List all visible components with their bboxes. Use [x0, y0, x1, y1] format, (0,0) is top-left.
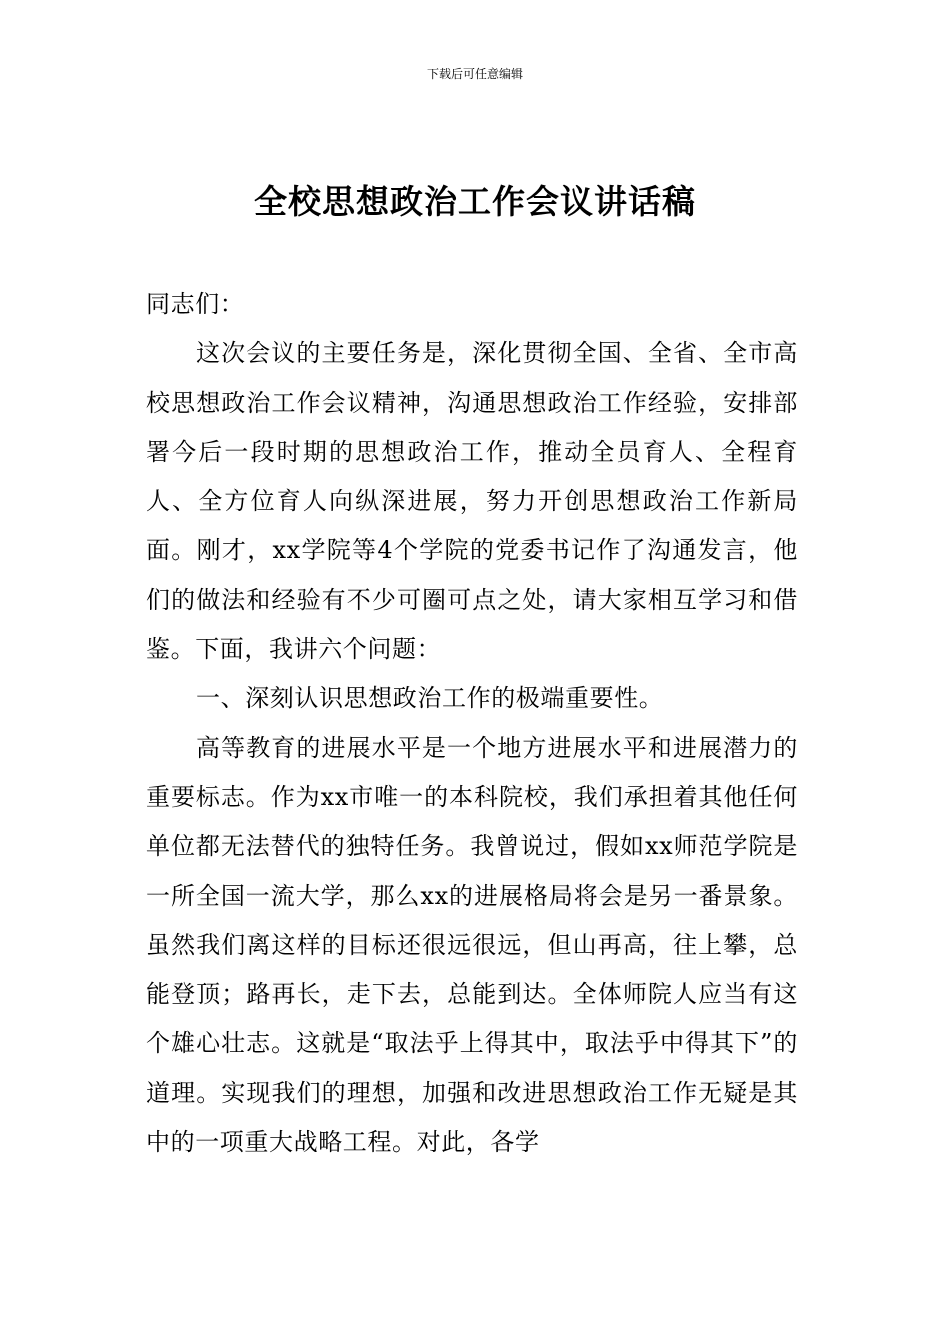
- document-body: [146, 280, 798, 1167]
- salutation: 同志们：: [146, 290, 245, 318]
- header-note: 下载后可任意编辑: [426, 67, 523, 81]
- section-heading-one: 一、深刻认识思想政治工作的极端重要性。: [196, 684, 664, 713]
- document-title: 全校思想政治工作会议讲话稿: [254, 182, 696, 221]
- paragraph-intro: 这次会议的主要任务是，深化贯彻全国、全省、全市高校思想政治工作会议精神，沟通思想政治工作经验，安排部署今后一段时期的思想政治工作，推动全员育人、全程育人、全方位育人向纵深进展，努力开创思想政治工作新局面。刚才，xx学院等4个学院的党委书记作了沟通发言，他们的做法和经验有不少可圈可点之处，请大家相互学习和借鉴。下面，我讲六个问题：: [146, 339, 798, 664]
- paragraph-section-one: 高等教育的进展水平是一个地方进展水平和进展潜力的重要标志。作为xx市唯一的本科院校，我们承担着其他任何单位都无法替代的独特任务。我曾说过，假如xx师范学院是一所全国一流大学，那么xx的进展格局将会是另一番景象。虽然我们离这样的目标还很远很远，但山再高，往上攀，总能登顶；路再长，走下去，总能到达。全体师院人应当有这个雄心壮志。这就是“取法乎上得其中，取法乎中得其下”的道理。实现我们的理想，加强和改进思想政治工作无疑是其中的一项重大战略工程。对此，各学: [146, 733, 798, 1157]
